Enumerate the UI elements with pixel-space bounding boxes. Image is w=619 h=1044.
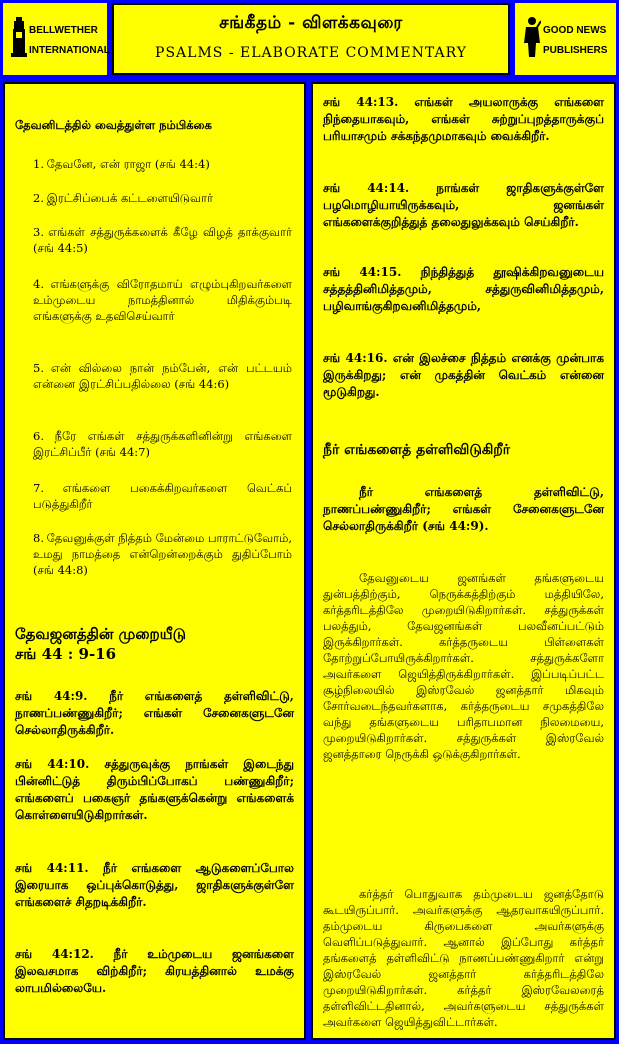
- logo-right-line1: GOOD NEWS: [543, 25, 607, 36]
- verse-paragraph: சங் 44:14. நாங்கள் ஜாதிகளுக்குள்ளே பழமொழியாயிருக்கவும், ஜனங்கள் எங்களைக்குறித்துத் தலைதுலுக்கவும் செய்கிறீர்.: [323, 181, 604, 229]
- body-paragraph: தேவனுடைய ஜனங்கள் தங்களுடைய துன்பத்திற்கும், நெருக்கத்திற்கும் மத்தியிலே, கர்த்தரிடத்திலே முறையிடுகிறார்கள். சத்துருக்கள் பலத்தும், தேவஜனங்கள் பலவீனப்பட்டும் இருக்கிறார்கள். கர்த்தருடைய பிள்ளைகள் தோற்றுப்போயிருக்கிறார்கள். சத்துருக்களோ அவர்களை ஜெயித்திருக்கிறார்கள். இப்படிப்பட்ட சூழ்நிலையில் இஸ்ரவேல் ஜனத்தார் மிகவும் சோர்வடைந்தவர்களாக, கர்த்தருடைய சமுகத்திலே வந்து தங்களுடைய பரிதாபமான நிலமையை, முறையிடுகிறார்கள். சத்துருக்கள் இஸ்ரவேல் ஜனத்தாரை நெருக்கி ஒடுக்குகிறார்கள்.: [323, 571, 604, 761]
- left-column: [3, 82, 306, 1040]
- quote-paragraph: நீர் எங்களைத் தள்ளிவிட்டு, நாணப்பண்ணுகிறீர்; எங்கள் சேனைகளுடனே செல்லாதிருக்கிறீர் (சங் 44:9).: [323, 485, 604, 533]
- header-logo-right: [515, 3, 616, 75]
- verse-paragraph: சங் 44:9. நீர் எங்களைத் தள்ளிவிட்டு, நாணப்பண்ணுகிறீர்; எங்கள் சேனைகளுடனே செல்லாதிருக்கிறீர்.: [15, 689, 294, 737]
- header-title-box: [112, 3, 510, 75]
- verse-paragraph: சங் 44:12. நீர் உம்முடைய ஜனங்களை இலவசமாக விற்கிறீர்; கிரயத்தினால் உமக்கு லாபமில்லையே.: [15, 947, 294, 995]
- list-item: 7. எங்களை பகைக்கிறவர்களை வெட்கப் படுத்துகிறீர்: [33, 481, 293, 511]
- list-item: 4. எங்களுக்கு விரோதமாய் எழும்புகிறவர்களை உம்முடைய நாமத்தினால் மிதிக்கும்படி எங்களுக்கு உதவிசெய்வார்: [33, 277, 292, 323]
- verse-paragraph: சங் 44:11. நீர் எங்களை ஆடுகளைப்போல இரையாக ஒப்புக்கொடுத்து, ஜாதிகளுக்குள்ளே எங்களைச் சிதறடிக்கிறீர்.: [15, 861, 294, 909]
- list-item: 1. தேவனே, என் ராஜா (சங் 44:4): [33, 157, 210, 171]
- list-item: 8. தேவனுக்குள் நித்தம் மேன்மை பாராட்டுவோம், உமது நாமத்தை என்றென்றைக்கும் துதிப்போம் (சங் 44:8): [33, 531, 292, 577]
- list-item: 2. இரட்சிப்பைக் கட்டளையிடுவார்: [33, 191, 213, 205]
- right-column: [311, 82, 616, 1040]
- body-paragraph: கர்த்தர் பொதுவாக தம்முடைய ஜனத்தோடு கூடயிருப்பார். அவர்களுக்கு ஆதரவாகயிருப்பார். தம்முடைய கிருபைகளை அவர்களுக்கு வெளிப்படுத்துவார். ஆனால் இப்போது கர்த்தர் தங்களைத் தள்ளிவிட்டு நாணப்பண்ணுகிறார் என்று இஸ்ரவேல் ஜனத்தார் கர்த்தரிடத்திலே முறையிடுகிறார்கள். கர்த்தர் இஸ்ரவேலரைத் தள்ளிவிட்டதினால், அவர்களுடைய சத்துருக்கள் அவர்களை ஜெயித்துவிட்டார்கள்.: [323, 887, 604, 1029]
- header-logo-left: [3, 3, 110, 75]
- verse-paragraph: சங் 44:15. நிந்தித்துத் தூஷிக்கிறவனுடைய சத்தத்தினிமித்தமும், சத்துருவினிமித்தமும், பழிவாங்குகிறவனிமித்தமும்,: [323, 265, 604, 313]
- verse-paragraph: சங் 44:13. எங்கள் அயலாருக்கு எங்களை நிந்தையாகவும், எங்கள் சுற்றுப்புறத்தாருக்குப் பரியாசமும் சக்கந்தமுமாகவும் வைக்கிறீர்.: [323, 95, 604, 143]
- list-item: 5. என் வில்லை நான் நம்பேன், என் பட்டயம் என்னை இரட்சிப்பதில்லை (சங் 44:6): [33, 361, 293, 391]
- logo-left-line2: INTERNATIONAL: [29, 45, 110, 56]
- title-tamil: சங்கீதம் - விளக்கவுரை: [219, 13, 403, 33]
- logo-right-line2: PUBLISHERS: [543, 45, 608, 56]
- section-heading-trust: தேவனிடத்தில் வைத்துள்ள நம்பிக்கை: [15, 118, 212, 132]
- section-heading-rejection: நீர் எங்களைத் தள்ளிவிடுகிறீர்: [323, 442, 511, 458]
- bell-tower-icon: [11, 17, 27, 57]
- logo-left-line1: BELLWETHER: [29, 25, 98, 36]
- list-item: 3. எங்கள் சத்துருக்களைக் கீழே விழத் தாக்குவார் (சங் 44:5): [33, 225, 292, 255]
- verse-paragraph: சங் 44:16. என் இலச்சை நித்தம் எனக்கு முன்பாக இருக்கிறது; என் முகத்தின் வெட்கம் என்னை மூடுகிறது.: [323, 351, 604, 399]
- section-heading-plea: தேவஜனத்தின் முறையீடு சங் 44 : 9-16: [15, 625, 186, 663]
- list-item: 6. நீரே எங்கள் சத்துருக்களினின்று எங்களை இரட்சிப்பீர் (சங் 44:7): [33, 429, 293, 459]
- title-english: PSALMS - ELABORATE COMMENTARY: [155, 45, 467, 61]
- verse-paragraph: சங் 44:10. சத்துருவுக்கு நாங்கள் இடைந்து பின்னிட்டுத் திரும்பிப்போகப் பண்ணுகிறீர்; எங்களைப் பகைஞர் தங்களுக்கென்று எங்களைக் கொள்ளையிடுகிறார்கள்.: [15, 757, 294, 822]
- figure-icon: [523, 17, 541, 57]
